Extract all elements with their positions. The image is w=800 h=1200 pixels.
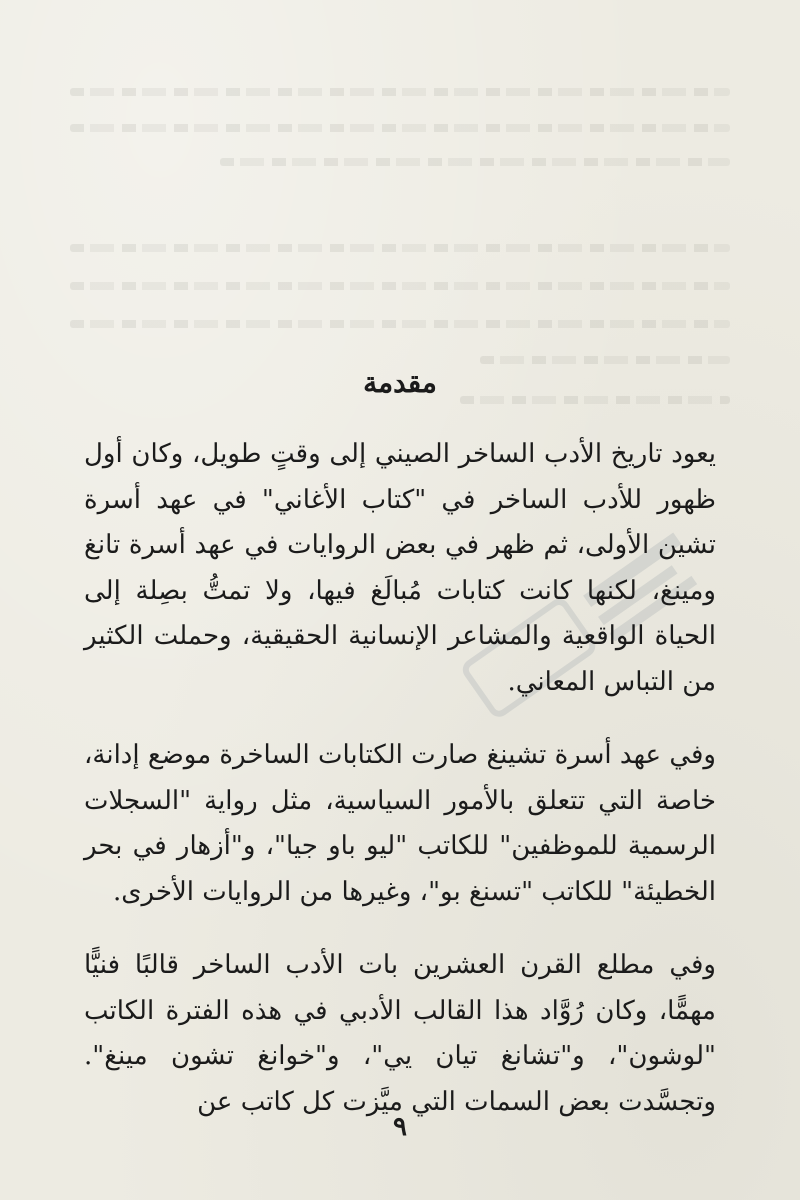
bleed-through-line: [480, 356, 730, 364]
paragraph: يعود تاريخ الأدب الساخر الصيني إلى وقتٍ طويل، وكان أول ظهور للأدب الساخر في "كتاب الأغاني" في عهد أسرة تشين الأولى، ثم ظهر في بعض الروايات في عهد أسرة تانغ ومينغ، لكنها كانت كتابات مُبالَغ فيها، ولا تمتُّ بصِلة إلى الحياة الواقعية والمشاعر الإنسانية الحقيقية، وحملت الكثير من التباس المعاني.: [84, 439, 716, 697]
bleed-through-line: [70, 124, 730, 132]
page-number: ٩: [393, 1112, 407, 1142]
bleed-through-line: [70, 282, 730, 290]
bleed-through-line: [70, 244, 730, 252]
bleed-through-line: [70, 320, 730, 328]
bleed-through-line: [220, 158, 730, 166]
section-heading: مقدمة: [363, 366, 437, 399]
bleed-through-line: [70, 88, 730, 96]
body-text: [84, 432, 716, 1153]
paragraph: وفي مطلع القرن العشرين بات الأدب الساخر قالبًا فنيًّا مهمًّا، وكان رُوَّاد هذا القالب الأدبي في هذه الفترة الكاتب "لوشون"، و"تشانغ تيان يي"، و"خوانغ تشون مينغ". وتجسَّدت بعض السمات التي ميَّزت كل كاتب عن: [84, 950, 716, 1117]
paragraph: وفي عهد أسرة تشينغ صارت الكتابات الساخرة موضع إدانة، خاصة التي تتعلق بالأمور السياسية، مثل رواية "السجلات الرسمية للموظفين" للكاتب "ليو باو جيا"، و"أزهار في بحر الخطيئة" للكاتب "تسنغ بو"، وغيرها من الروايات الأخرى.: [84, 740, 716, 907]
